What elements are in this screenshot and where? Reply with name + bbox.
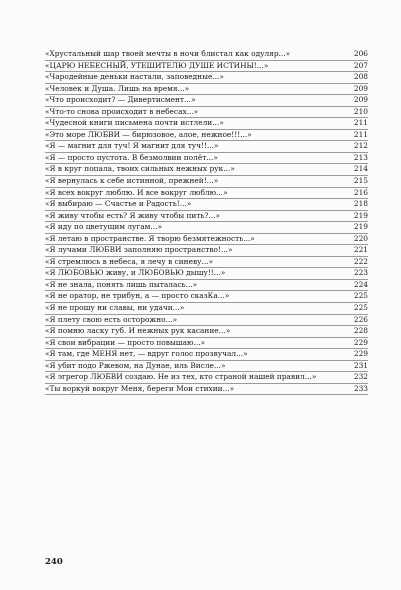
toc-entry-page: 209 <box>353 83 368 93</box>
toc-entry-page: 211 <box>353 118 368 128</box>
toc-entry-title: «Что происходит? — Дивертисмент...» <box>45 95 196 105</box>
toc-entry-title: «Я там, где МЕНЯ нет, — вдруг голос прозвучал...» <box>45 349 248 359</box>
toc-entry-title: «Я — магнит для туч! Я магнит для туч!!...» <box>45 141 219 151</box>
toc-entry-page: 225 <box>353 303 368 313</box>
toc-entry-title: «Я иду по цветущим лугам...» <box>45 222 162 232</box>
toc-entry-page: 216 <box>353 187 368 197</box>
toc-entry-page: 219 <box>353 222 368 232</box>
toc-entry-page: 223 <box>353 268 368 278</box>
toc-entry-title: «Что-то снова происходит в небесах...» <box>45 106 199 116</box>
toc-entry-title: «Я не прошу ни славы, ни удачи...» <box>45 303 185 313</box>
toc-entry-title: «Я стремлюсь в небеса, я лечу в синеву...» <box>45 256 214 266</box>
toc-entry-title: «Я не оратор, не трибун, а — просто сказКа...» <box>45 291 230 301</box>
page-number: 240 <box>45 557 63 567</box>
table-of-contents <box>45 49 368 395</box>
toc-entry-page: 213 <box>353 152 368 162</box>
toc-entry-page: 207 <box>353 60 368 70</box>
toc-entry-page: 211 <box>353 129 368 139</box>
toc-entry-title: «Я летаю в пространстве. Я творю безмятежность...» <box>45 233 255 243</box>
toc-entry-title: «Я — просто пустота. В безмолвии полёт...» <box>45 152 218 162</box>
toc-entry-page: 218 <box>353 199 368 209</box>
toc-entry-title: «Чародейные деньки настали, заповедные...» <box>45 72 224 82</box>
toc-entry-page: 229 <box>353 349 368 359</box>
toc-entry-title: «Я убит подо Ржевом, на Дунае, иль Висле...» <box>45 360 226 370</box>
toc-entry-page: 212 <box>353 141 368 151</box>
toc-entry-page: 215 <box>353 176 368 186</box>
toc-entry-title: «Чудесной книги письмена почти истлели...» <box>45 118 224 128</box>
toc-entry-title: «Я помню ласку губ. И нежных рук касание...» <box>45 326 231 336</box>
toc-entry-page: 232 <box>353 372 368 382</box>
toc-entry <box>45 384 368 396</box>
toc-entry-title: «Я живу чтобы есть? Я живу чтобы пить?...» <box>45 210 220 220</box>
toc-entry-page: 220 <box>353 233 368 243</box>
toc-entry-title: «Я вернулась к себе истинной, прежней!...» <box>45 176 219 186</box>
toc-entry-page: 225 <box>353 291 368 301</box>
toc-entry-title: «ЦАРЮ НЕБЕСНЫЙ, УТЕШИТЕЛЮ ДУШЕ ИСТИНЫ!...» <box>45 60 269 70</box>
toc-entry-page: 209 <box>353 95 368 105</box>
toc-entry-page: 208 <box>353 72 368 82</box>
toc-entry-title: «Я выбираю — Счастье и Радость!...» <box>45 199 192 209</box>
toc-entry-title: «Я ЛЮБОВЬЮ живу, и ЛЮБОВЬЮ дышу!!...» <box>45 268 226 278</box>
toc-entry-page: 206 <box>353 49 368 58</box>
toc-entry-title: «Хрустальный шар твоей мечты в ночи блистал как одуляр...» <box>45 49 291 58</box>
toc-entry-page: 228 <box>353 326 368 336</box>
toc-entry-page: 222 <box>353 256 368 266</box>
toc-entry-title: «Я эгрегор ЛЮБВИ создаю. Не из тех, кто страной нашей правил...» <box>45 372 317 382</box>
toc-entry-title: «Я плету свою есть осторожно...» <box>45 314 178 324</box>
toc-entry-page: 224 <box>353 279 368 289</box>
toc-entry-page: 231 <box>353 360 368 370</box>
toc-entry-title: «Это море ЛЮБВИ — бирюзовое, алое, нежное!!!...» <box>45 129 252 139</box>
toc-entry-page: 229 <box>353 337 368 347</box>
toc-entry-title: «Ты воркуй вокруг Меня, береги Мои стихии...» <box>45 383 235 393</box>
toc-entry-page: 214 <box>353 164 368 174</box>
toc-entry-title: «Я всех вокруг люблю. И все вокруг люблю...» <box>45 187 228 197</box>
toc-entry-page: 233 <box>353 383 368 393</box>
toc-entry-page: 210 <box>353 106 368 116</box>
toc-entry-page: 226 <box>353 314 368 324</box>
toc-entry-page: 219 <box>353 210 368 220</box>
toc-entry-title: «Я лучами ЛЮБВИ заполняю пространство!...» <box>45 245 233 255</box>
toc-entry-page: 221 <box>353 245 368 255</box>
toc-entry-title: «Я свои вибрации — просто повышаю...» <box>45 337 206 347</box>
toc-entry-title: «Я не знала, понять лишь пыталась...» <box>45 279 198 289</box>
toc-entry-title: «Я в круг попала, твоих сильных нежных рук...» <box>45 164 235 174</box>
toc-entry-title: «Человек и Душа. Лишь на время...» <box>45 83 190 93</box>
